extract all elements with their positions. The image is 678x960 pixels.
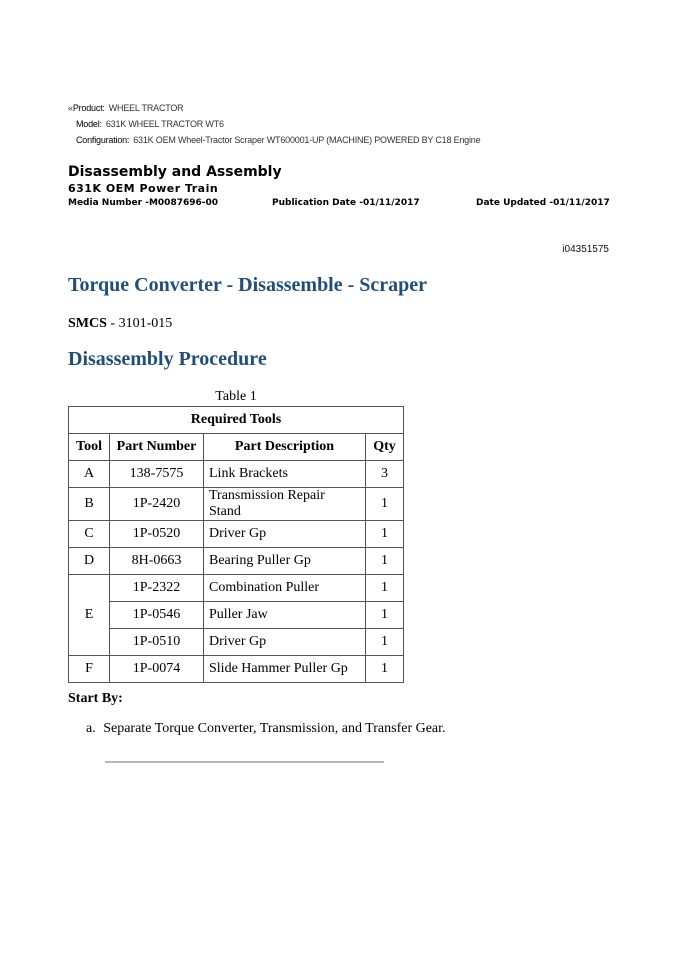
part-number-cell: 1P-2322 — [110, 575, 204, 602]
tool-cell: A — [69, 461, 110, 488]
part-description-cell: Combination Puller — [204, 575, 366, 602]
product-key: Product: — [72, 103, 105, 113]
part-description-cell: Driver Gp — [204, 521, 366, 548]
qty-cell: 3 — [366, 461, 404, 488]
tool-cell: D — [69, 548, 110, 575]
part-description-cell: Puller Jaw — [204, 602, 366, 629]
qty-cell: 1 — [366, 602, 404, 629]
tool-cell: E — [69, 575, 110, 656]
document-id: i04351575 — [562, 244, 609, 255]
table-row — [69, 575, 404, 602]
part-number-cell: 1P-2420 — [110, 488, 204, 521]
qty-cell: 1 — [366, 521, 404, 548]
part-number-cell: 8H-0663 — [110, 548, 204, 575]
product-line — [68, 103, 183, 113]
configuration-value: 631K OEM Wheel-Tractor Scraper WT600001-UP (MACHINE) POWERED BY C18 Engine — [133, 135, 481, 145]
procedure-heading: Disassembly Procedure — [68, 348, 267, 370]
configuration-key: Configuration: — [76, 135, 130, 145]
qty-cell: 1 — [366, 488, 404, 521]
part-description-cell: Bearing Puller Gp — [204, 548, 366, 575]
table-row — [69, 548, 404, 575]
model-line — [76, 119, 224, 129]
step-text: Separate Torque Converter, Transmission, and Transfer Gear. — [103, 721, 446, 736]
part-number-cell: 1P-0546 — [110, 602, 204, 629]
qty-cell: 1 — [366, 656, 404, 683]
tool-cell: F — [69, 656, 110, 683]
qty-cell: 1 — [366, 629, 404, 656]
header-tool: Tool — [69, 434, 110, 461]
required-tools-table — [68, 406, 404, 683]
step-marker: a. — [86, 721, 96, 736]
part-description-cell: Driver Gp — [204, 629, 366, 656]
tool-cell: C — [69, 521, 110, 548]
model-value: 631K WHEEL TRACTOR WT6 — [105, 119, 224, 129]
table-row — [69, 488, 404, 521]
date-updated: Date Updated -01/11/2017 — [476, 198, 610, 208]
part-description-cell: Link Brackets — [204, 461, 366, 488]
subsection-title: 631K OEM Power Train — [68, 182, 219, 195]
smcs-label: SMCS — [68, 316, 107, 331]
table-row — [69, 656, 404, 683]
header-part-number: Part Number — [110, 434, 204, 461]
product-value: WHEEL TRACTOR — [108, 103, 184, 113]
part-description-cell: Slide Hammer Puller Gp — [204, 656, 366, 683]
part-number-cell: 138-7575 — [110, 461, 204, 488]
horizontal-divider — [105, 761, 384, 763]
part-number-cell: 1P-0520 — [110, 521, 204, 548]
configuration-line — [76, 135, 480, 145]
part-description-cell: Transmission Repair Stand — [204, 488, 366, 521]
table-title-row — [69, 407, 404, 434]
tool-cell: B — [69, 488, 110, 521]
table-caption: Table 1 — [215, 389, 257, 404]
header-part-description: Part Description — [204, 434, 366, 461]
table-row — [69, 602, 404, 629]
table-title: Required Tools — [69, 407, 404, 434]
qty-cell: 1 — [366, 575, 404, 602]
section-title: Disassembly and Assembly — [68, 164, 282, 180]
publication-date: Publication Date -01/11/2017 — [272, 198, 420, 208]
model-key: Model: — [76, 119, 102, 129]
table-row — [69, 629, 404, 656]
media-number: Media Number -M0087696-00 — [68, 198, 219, 208]
table-header-row — [69, 434, 404, 461]
table-row — [69, 521, 404, 548]
smcs-line — [68, 316, 172, 332]
start-by-label: Start By: — [68, 691, 123, 706]
table-row — [69, 461, 404, 488]
part-number-cell: 1P-0510 — [110, 629, 204, 656]
page-title: Torque Converter - Disassemble - Scraper — [68, 274, 428, 296]
product-marker: « — [68, 103, 73, 113]
start-by-step — [86, 721, 446, 737]
qty-cell: 1 — [366, 548, 404, 575]
smcs-value: - 3101-015 — [106, 316, 173, 331]
part-number-cell: 1P-0074 — [110, 656, 204, 683]
header-qty: Qty — [366, 434, 404, 461]
